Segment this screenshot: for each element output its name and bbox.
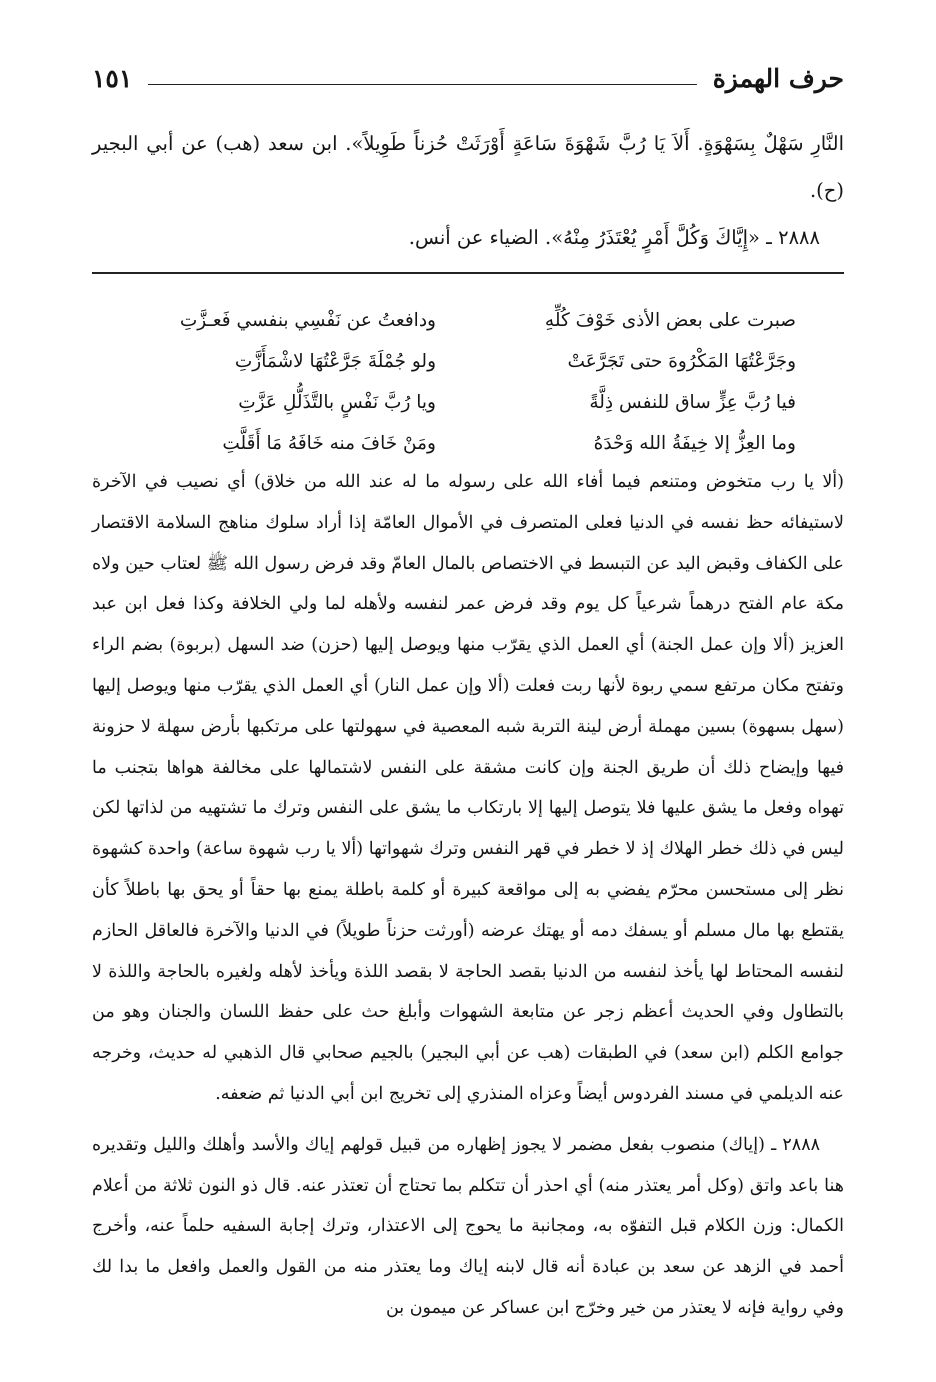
page-number: ١٥١ bbox=[92, 63, 133, 93]
verse-first-hemistich: وما العِزُّ إلا خِيفَةُ الله وَحْدَهُ bbox=[593, 433, 796, 454]
verse-second-hemistich: ودافعتُ عن نَفْسِي بنفسي فَعـزَّتِ bbox=[179, 310, 436, 331]
poem bbox=[136, 300, 796, 464]
poem-verse bbox=[136, 382, 796, 423]
commentary bbox=[92, 462, 844, 1329]
hadith-text bbox=[92, 120, 844, 261]
header-rule bbox=[148, 84, 696, 85]
chapter-title: حرف الهمزة bbox=[712, 63, 844, 93]
verse-first-hemistich: فيا رُبَّ عِزٍّ ساق للنفس ذِلَّةً bbox=[589, 392, 796, 413]
commentary-paragraph: (ألا يا رب متخوض ومتنعم فيما أفاء الله على رسوله ما له عند الله من خلاق) أي نصيب في الآخرة لاستيفائه حظ نفسه في الدنيا فعلى المتصرف في الأموال العامّة إذا أراد سلوك مناهج السلامة الاقتصار على الكفاف وقبض اليد عن التبسط في الاختصاص بالمال العامّ وقد فرض رسول الله ﷺ لعتاب حين ولاه مكة عام الفتح درهماً شرعياً كل يوم وقد فرض عمر لنفسه ولأهله لما ولي الخلافة وكذا فعل ابن عبد العزيز (ألا وإن عمل الجنة) أي العمل الذي يقرّب منها ويوصل إليها (حزن) ضد السهل (بربوة) بضم الراء وتفتح مكان مرتفع سمي ربوة لأنها ربت فعلت (ألا وإن عمل النار) أي العمل الذي يقرّب منها ويوصل إليها (سهل بسهوة) بسين مهملة أرض لينة التربة شبه المعصية في سهولتها على مرتكبها بأرض سهلة لا حزونة فيها وإيضاح ذلك أن طريق الجنة وإن كانت مشقة على النفس لاشتمالها على مخالفة هواها بتجنب ما تهواه وفعل ما يشق عليها فلا يتوصل إليها إلا بارتكاب ما يشق على النفس وترك ما تشتهيه من لذاتها لكن ليس في ذلك خطر الهلاك إذ لا خطر في قهر النفس وترك شهواتها (ألا يا رب شهوة ساعة) واحدة كشهوة نظر إلى مستحسن محرّم يفضي به إلى مواقعة كبيرة أو كلمة باطلة يمنع بها حقاً أو يحق بها باطلاً كأن يقتطع بها مال مسلم أو يسفك دمه أو يهتك عرضه (أورثت حزناً طويلاً) في الدنيا والآخرة فالعاقل الحازم لنفسه المحتاط لها يأخذ لنفسه من الدنيا بقصد الحاجة لا بقصد اللذة ويأخذ لأهله ولغيره بالحاجة واللذة لا بالتطاول وفي الحديث أعظم زجر عن متابعة الشهوات وأبلغ حث على حفظ اللسان والجنان وهو من جوامع الكلم (ابن سعد) في الطبقات (هب عن أبي البجير) بالجيم صحابي قال الذهبي له حديث، وخرجه عنه الديلمي في مسند الفردوس أيضاً وعزاه المنذري إلى تخريج ابن أبي الدنيا ثم ضعفه. bbox=[92, 472, 844, 1104]
commentary-paragraph: ٢٨٨٨ ـ (إياك) منصوب بفعل مضمر لا يجوز إظهاره من قبيل قولهم إياك والأسد وأهلك والليل وتقديره هنا باعد واتق (وكل أمر يعتذر منه) أي احذر أن تتكلم بما تحتاج أن تعتذر عنه. قال ذو النون ثلاثة من أعلام الكمال: وزن الكلام قبل التفوّه به، ومجانبة ما يحوج إلى الاعتذار، وترك إجابة السفيه حلماً عنه، وأخرج أحمد في الزهد عن سعد بن عبادة أنه قال لابنه إياك وما يعتذر منه من القول والعمل وافعل ما بدا لك وفي رواية فإنه لا يعتذر من خير وخرّج ابن عساكر عن ميمون بن bbox=[92, 1134, 844, 1318]
section-divider bbox=[92, 272, 844, 274]
poem-verse bbox=[136, 423, 796, 464]
poem-verse bbox=[136, 341, 796, 382]
verse-first-hemistich: صبرت على بعض الأذى خَوْفَ كُلِّهِ bbox=[544, 310, 796, 331]
hadith-continuation: النَّارِ سَهْلٌ بِسَهْوَةٍ. أَلاَ يَا رُبَّ شَهْوَةَ سَاعَةٍ أَوْرَثَتْ حُزناً طَوِيلاً». ابن سعد (هب) عن أبي البجير (ح). bbox=[92, 132, 844, 202]
verse-second-hemistich: ويا رُبَّ نَفْسٍ بالتَّذَلُّلِ عَزَّتِ bbox=[238, 392, 436, 413]
poem-verse bbox=[136, 300, 796, 341]
verse-second-hemistich: ولو جُمْلَةَ جَرَّعْتُهَا لاشْمَأَزَّتِ bbox=[234, 351, 436, 372]
verse-second-hemistich: ومَنْ خَافَ منه خَافَهُ مَا أَقَلَّتِ bbox=[222, 433, 436, 454]
hadith-entry-2888: ٢٨٨٨ ـ «إِيَّاكَ وَكُلَّ أَمْرٍ يُعْتَذَرُ مِنْهُ». الضياء عن أنس. bbox=[408, 226, 820, 249]
page-header bbox=[92, 58, 844, 98]
verse-first-hemistich: وجَرَّعْتُهَا المَكْرُوهَ حتى تَجَرَّعَتْ bbox=[567, 351, 796, 372]
